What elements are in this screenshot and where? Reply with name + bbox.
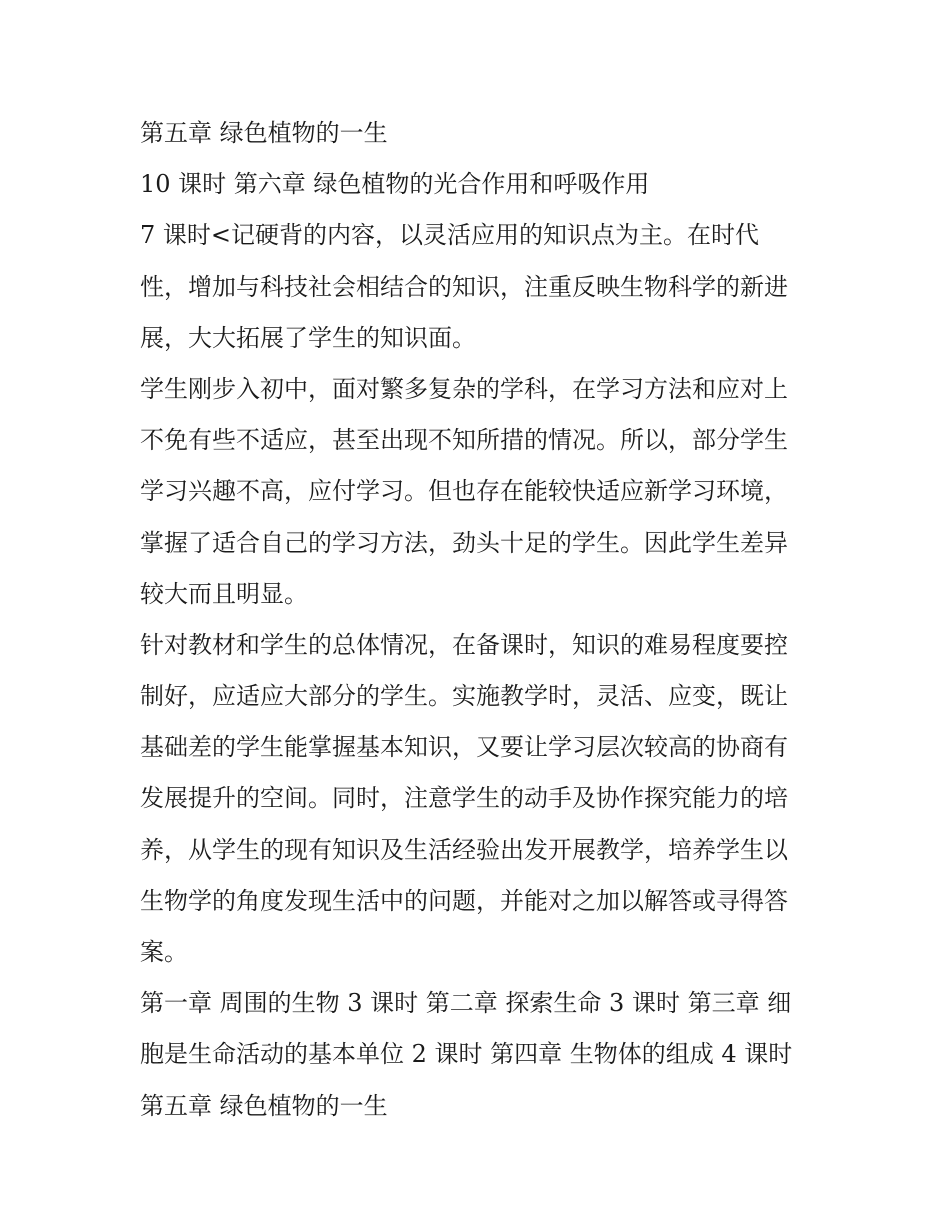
text-line: 第五章 绿色植物的一生 [140, 1091, 388, 1120]
text-line: 制好，应适应大部分的学生。实施教学时，灵活、应变，既让 [140, 682, 788, 711]
text-line: 性，增加与科技社会相结合的知识，注重反映生物科学的新进 [140, 272, 788, 301]
text-line: 不免有些不适应，甚至出现不知所措的情况。所以，部分学生 [140, 426, 788, 455]
text-line: 较大而且明显。 [140, 579, 308, 608]
document-body [140, 108, 812, 1132]
text-line: 10 课时 第六章 绿色植物的光合作用和呼吸作用 [140, 170, 650, 199]
text-line: 7 课时<记硬背的内容，以灵活应用的知识点为主。在时代 [140, 221, 760, 250]
text-line: 展，大大拓展了学生的知识面。 [140, 323, 476, 352]
text-line: 发展提升的空间。同时，注意学生的动手及协作探究能力的培 [140, 784, 788, 813]
text-line: 第五章 绿色植物的一生 [140, 119, 388, 147]
text-line: 学生刚步入初中，面对繁多复杂的学科，在学习方法和应对上 [140, 374, 788, 403]
text-line: 学习兴趣不高，应付学习。但也存在能较快适应新学习环境， [140, 477, 788, 506]
text-line: 生物学的角度发现生活中的问题，并能对之加以解答或寻得答 [140, 886, 788, 915]
text-line: 第一章 周围的生物 3 课时 第二章 探索生命 3 课时 第三章 细 [140, 989, 792, 1018]
text-line: 基础差的学生能掌握基本知识，又要让学习层次较高的协商有 [140, 733, 788, 762]
text-line: 案。 [140, 938, 188, 966]
text-line: 针对教材和学生的总体情况，在备课时，知识的难易程度要控 [140, 630, 788, 659]
text-line: 养，从学生的现有知识及生活经验出发开展教学，培养学生以 [140, 835, 788, 864]
text-line: 胞是生命活动的基本单位 2 课时 第四章 生物体的组成 4 课时 [140, 1040, 793, 1069]
text-line: 掌握了适合自己的学习方法，劲头十足的学生。因此学生差异 [140, 528, 788, 557]
